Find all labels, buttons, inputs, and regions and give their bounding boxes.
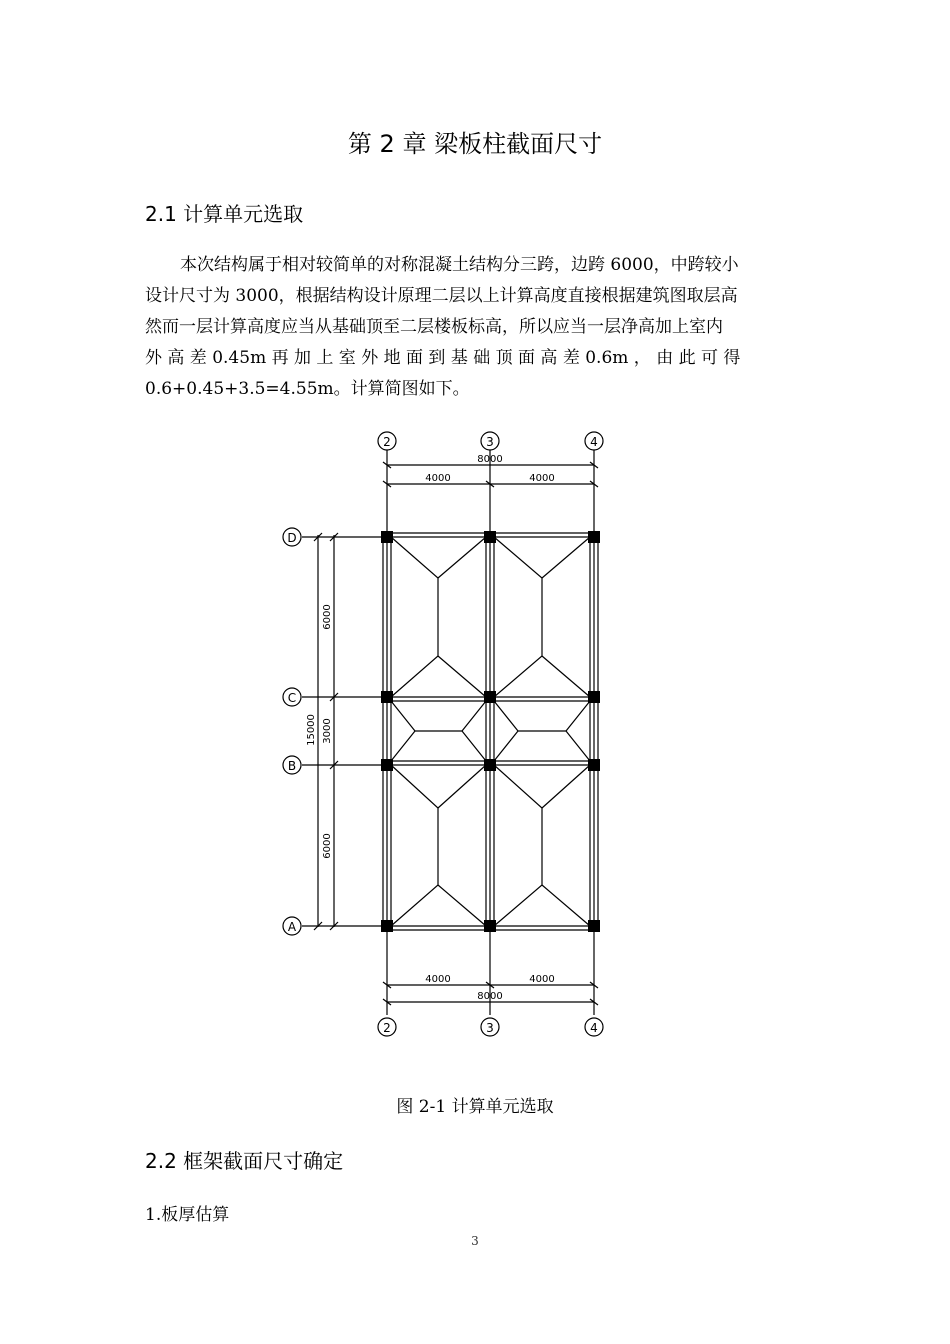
axis-label-left: B [287, 759, 297, 773]
column [484, 691, 496, 703]
column [588, 691, 600, 703]
dim-bay-y: 6000 [322, 604, 333, 630]
column [588, 920, 600, 932]
column [381, 920, 393, 932]
column [381, 531, 393, 543]
dim-total-y: 15000 [306, 714, 317, 746]
paragraph-line: 0.6+0.45+3.5=4.55m。计算简图如下。 [145, 379, 470, 399]
section-heading-2-1: 2.1 计算单元选取 [145, 202, 304, 226]
column [484, 759, 496, 771]
page-number: 3 [471, 1234, 479, 1248]
axis-label-top: 3 [486, 435, 494, 449]
axis-label-left: D [287, 531, 297, 545]
dim-bay-x-top: 4000 [529, 473, 555, 484]
axis-label-left: A [287, 920, 297, 934]
column [588, 759, 600, 771]
paragraph-line: 外 高 差 0.45m 再 加 上 室 外 地 面 到 基 础 顶 面 高 差 0.6m ， 由 此 可 得 [145, 348, 741, 368]
paragraph-line: 本次结构属于相对较简单的对称混凝土结构分三跨，边跨 6000，中跨较小 [180, 255, 739, 275]
chapter-title: 第 2 章 梁板柱截面尺寸 [347, 130, 603, 158]
axis-label-bottom: 2 [383, 1021, 391, 1035]
column [484, 531, 496, 543]
dim-bay-y: 6000 [322, 833, 333, 859]
column [381, 759, 393, 771]
column [381, 691, 393, 703]
axis-label-bottom: 3 [486, 1021, 494, 1035]
dim-total-x-top: 8000 [477, 454, 503, 465]
dim-bay-x-bottom: 4000 [425, 974, 451, 985]
axis-label-top: 2 [383, 435, 391, 449]
axis-label-left: C [287, 691, 297, 705]
paragraph-line: 设计尺寸为 3000，根据结构设计原理二层以上计算高度直接根据建筑图取层高 [145, 286, 738, 306]
column [588, 531, 600, 543]
paragraph-line: 然而一层计算高度应当从基础顶至二层楼板标高，所以应当一层净高加上室内 [145, 317, 723, 337]
subheading-slab-thickness: 1.板厚估算 [145, 1205, 230, 1225]
dim-bay-x-top: 4000 [425, 473, 451, 484]
axis-label-top: 4 [590, 435, 598, 449]
section-heading-2-2: 2.2 框架截面尺寸确定 [145, 1149, 344, 1173]
figure-caption: 图 2-1 计算单元选取 [396, 1097, 554, 1117]
column [484, 920, 496, 932]
dim-bay-y: 3000 [322, 718, 333, 744]
axis-label-bottom: 4 [590, 1021, 598, 1035]
dim-total-x-bottom: 8000 [477, 991, 503, 1002]
dim-bay-x-bottom: 4000 [529, 974, 555, 985]
